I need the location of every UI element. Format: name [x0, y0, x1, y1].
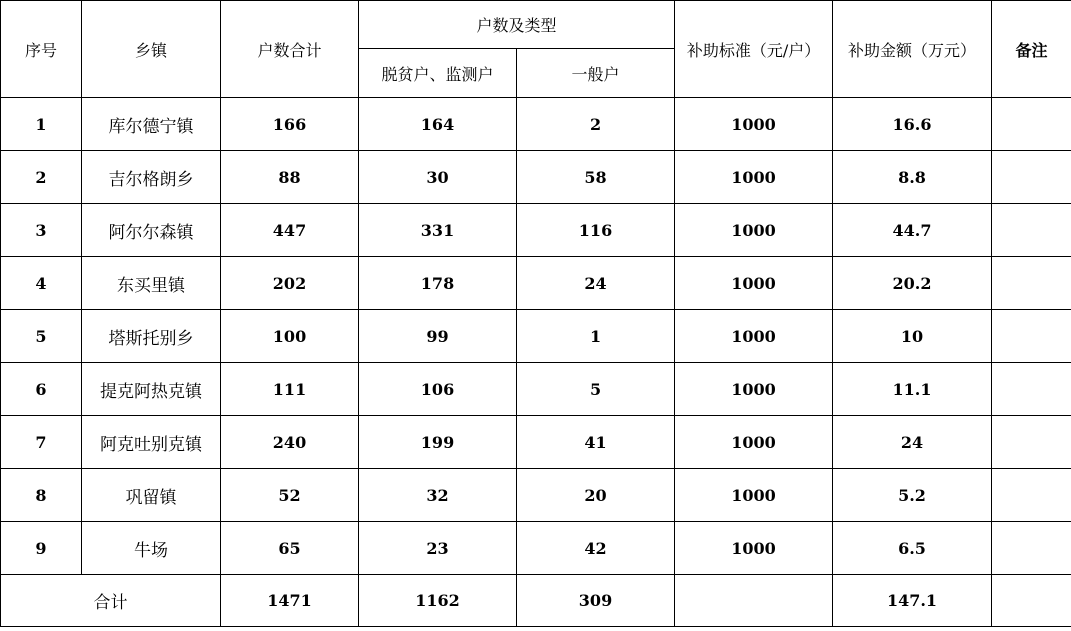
cell-index: 2: [1, 151, 82, 204]
cell-households-total: 166: [221, 98, 359, 151]
cell-town: 吉尔格朗乡: [82, 151, 221, 204]
cell-remarks: [992, 363, 1071, 416]
cell-index: 3: [1, 204, 82, 257]
cell-poverty-monitor: 178: [359, 257, 517, 310]
cell-subsidy-amount: 10: [833, 310, 992, 363]
total-row: [1, 575, 1071, 627]
cell-remarks: [992, 416, 1071, 469]
cell-poverty-monitor: 30: [359, 151, 517, 204]
cell-subsidy-amount: 16.6: [833, 98, 992, 151]
header-households-total: 户数合计: [221, 1, 359, 98]
cell-poverty-monitor: 331: [359, 204, 517, 257]
cell-index: 6: [1, 363, 82, 416]
cell-subsidy-amount: 44.7: [833, 204, 992, 257]
header-households-types: 户数及类型: [359, 1, 675, 49]
table-body: [1, 98, 1071, 627]
cell-general: 58: [517, 151, 675, 204]
total-households: 1471: [221, 575, 359, 627]
total-subsidy-amount: 147.1: [833, 575, 992, 627]
cell-poverty-monitor: 106: [359, 363, 517, 416]
cell-subsidy-standard: 1000: [675, 522, 833, 575]
total-poverty-monitor: 1162: [359, 575, 517, 627]
cell-general: 116: [517, 204, 675, 257]
total-subsidy-standard: [675, 575, 833, 627]
cell-remarks: [992, 98, 1071, 151]
table-row: [1, 469, 1071, 522]
cell-subsidy-amount: 6.5: [833, 522, 992, 575]
cell-subsidy-standard: 1000: [675, 310, 833, 363]
cell-subsidy-amount: 20.2: [833, 257, 992, 310]
cell-general: 42: [517, 522, 675, 575]
cell-households-total: 447: [221, 204, 359, 257]
cell-households-total: 100: [221, 310, 359, 363]
cell-general: 20: [517, 469, 675, 522]
table-row: [1, 416, 1071, 469]
cell-town: 阿克吐别克镇: [82, 416, 221, 469]
table-row: [1, 310, 1071, 363]
table-row: [1, 151, 1071, 204]
cell-general: 24: [517, 257, 675, 310]
cell-households-total: 111: [221, 363, 359, 416]
header-index: 序号: [1, 1, 82, 98]
cell-households-total: 88: [221, 151, 359, 204]
cell-subsidy-standard: 1000: [675, 204, 833, 257]
cell-subsidy-amount: 5.2: [833, 469, 992, 522]
cell-town: 塔斯托别乡: [82, 310, 221, 363]
cell-remarks: [992, 151, 1071, 204]
total-label: 合计: [1, 575, 221, 627]
cell-households-total: 52: [221, 469, 359, 522]
cell-remarks: [992, 310, 1071, 363]
cell-poverty-monitor: 99: [359, 310, 517, 363]
total-general: 309: [517, 575, 675, 627]
cell-remarks: [992, 204, 1071, 257]
cell-general: 2: [517, 98, 675, 151]
cell-subsidy-standard: 1000: [675, 416, 833, 469]
header-subsidy-standard: 补助标准（元/户）: [675, 1, 833, 98]
cell-index: 7: [1, 416, 82, 469]
cell-town: 巩留镇: [82, 469, 221, 522]
cell-subsidy-standard: 1000: [675, 151, 833, 204]
table-row: [1, 522, 1071, 575]
cell-town: 提克阿热克镇: [82, 363, 221, 416]
cell-subsidy-standard: 1000: [675, 257, 833, 310]
cell-poverty-monitor: 199: [359, 416, 517, 469]
total-remarks: [992, 575, 1071, 627]
cell-households-total: 240: [221, 416, 359, 469]
cell-town: 阿尔尔森镇: [82, 204, 221, 257]
cell-town: 东买里镇: [82, 257, 221, 310]
cell-households-total: 65: [221, 522, 359, 575]
header-town: 乡镇: [82, 1, 221, 98]
cell-households-total: 202: [221, 257, 359, 310]
cell-subsidy-amount: 11.1: [833, 363, 992, 416]
cell-remarks: [992, 522, 1071, 575]
table-row: [1, 257, 1071, 310]
cell-subsidy-standard: 1000: [675, 98, 833, 151]
cell-subsidy-amount: 8.8: [833, 151, 992, 204]
header-type-general: 一般户: [517, 49, 675, 98]
cell-town: 牛场: [82, 522, 221, 575]
header-subsidy-amount: 补助金额（万元）: [833, 1, 992, 98]
cell-remarks: [992, 469, 1071, 522]
cell-poverty-monitor: 23: [359, 522, 517, 575]
header-remarks: 备注: [992, 1, 1071, 98]
cell-index: 5: [1, 310, 82, 363]
cell-general: 41: [517, 416, 675, 469]
cell-index: 8: [1, 469, 82, 522]
cell-poverty-monitor: 164: [359, 98, 517, 151]
cell-index: 9: [1, 522, 82, 575]
cell-town: 库尔德宁镇: [82, 98, 221, 151]
table-row: [1, 204, 1071, 257]
cell-general: 5: [517, 363, 675, 416]
cell-subsidy-standard: 1000: [675, 363, 833, 416]
table-row: [1, 363, 1071, 416]
table-row: [1, 98, 1071, 151]
cell-index: 4: [1, 257, 82, 310]
cell-poverty-monitor: 32: [359, 469, 517, 522]
cell-subsidy-standard: 1000: [675, 469, 833, 522]
cell-general: 1: [517, 310, 675, 363]
table-header: [1, 1, 1071, 98]
cell-index: 1: [1, 98, 82, 151]
header-type-poverty-monitor: 脱贫户、监测户: [359, 49, 517, 98]
cell-subsidy-amount: 24: [833, 416, 992, 469]
cell-remarks: [992, 257, 1071, 310]
